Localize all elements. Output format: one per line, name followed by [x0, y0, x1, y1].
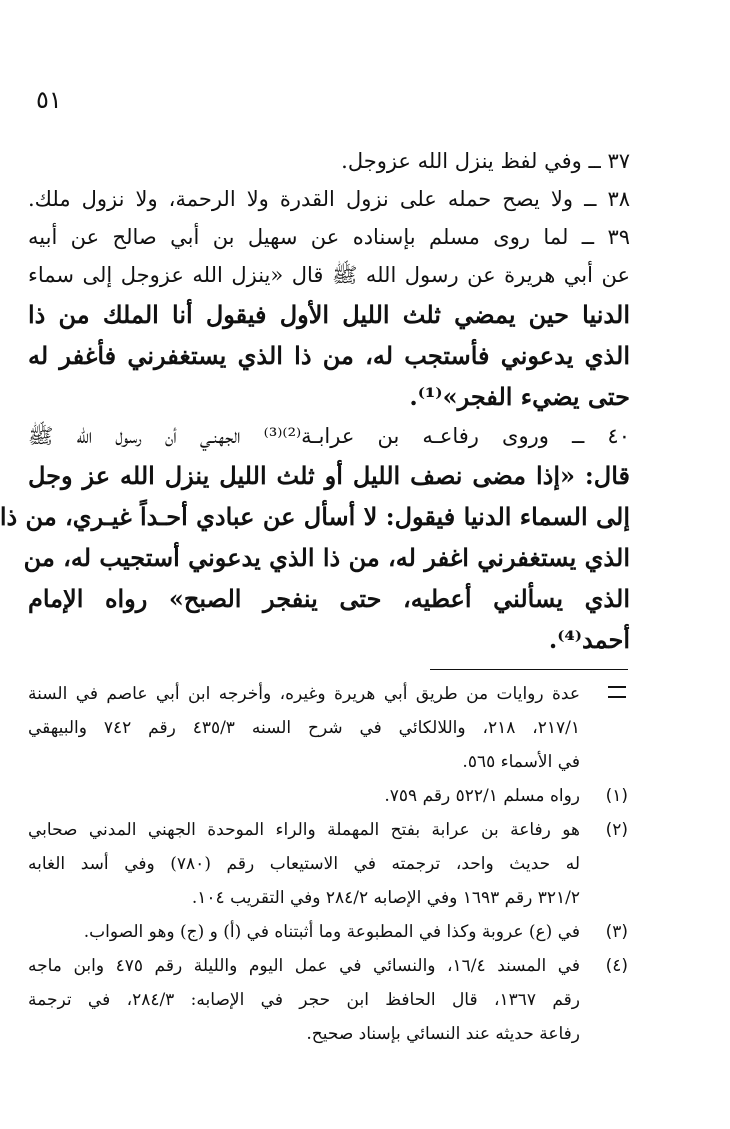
footnote — [28, 813, 628, 915]
footnote-number: (١) — [605, 786, 628, 806]
text-line: ٣٧ ــ وفي لفظ ينزل الله عزوجل. — [341, 149, 630, 173]
footnote — [28, 677, 628, 779]
footnote — [28, 949, 628, 1051]
footnote-line: ٢١٧/١، ٢١٨، واللالكائي في شرح السنه ٤٣٥/٣ رقم ٧٤٢ والبيهقي — [28, 718, 580, 738]
text-line: أحمد⁽⁴⁾. — [548, 625, 630, 654]
footnote-line: له حديث واحد، ترجمته في الاستيعاب رقم (٧٨٠) وفي أسد الغابه — [28, 854, 581, 874]
footnote-line: هو رفاعة بن عرابة بفتح المهملة والراء الموحدة الجهني المدني صحابي — [28, 820, 580, 840]
footnote-line: رفاعة حديثه عند النسائي بإسناد صحيح. — [306, 1024, 580, 1044]
text-line: الذي يستغفرني اغفر له، من ذا الذي يدعوني أستجيب له، من — [23, 543, 630, 572]
footnote-number: (٣) — [605, 922, 628, 942]
footnotes — [28, 677, 628, 1051]
footnote-line: في المسند ١٦/٤، والنسائي في عمل اليوم والليلة رقم ٤٧٥ وابن ماجه — [28, 956, 581, 976]
text-line: الذي يدعوني فأستجب له، من ذا الذي يستغفرني فأغفر له — [28, 341, 630, 370]
footnote-line: رقم ١٣٦٧، قال الحافظ ابن حجر في الإصابه: ٢٨٤/٣، في ترجمة — [28, 990, 580, 1010]
footnote-number — [580, 677, 628, 779]
footnote-line: في الأسماء ٥٦٥. — [462, 752, 580, 772]
text-line: قال: «إذا مضى نصف الليل أو ثلث الليل ينزل الله عز وجل — [28, 461, 630, 490]
footnote — [28, 779, 628, 813]
footnote-number: (٢) — [605, 820, 628, 840]
text-line: الدنيا حين يمضي ثلث الليل الأول فيقول أنا الملك من ذا — [28, 300, 630, 329]
footnote-number: (٤) — [605, 956, 628, 976]
footnote-line: عدة روايات من طريق أبي هريرة وغيره، وأخرجه ابن أبي عاصم في السنة — [28, 684, 580, 704]
footnote-line: ٣٢١/٢ رقم ١٦٩٣ وفي الإصابه ٢٨٤/٢ وفي التقريب ١٠٤. — [191, 888, 580, 908]
footnote-line: رواه مسلم ٥٢٢/١ رقم ٧٥٩. — [384, 786, 580, 806]
text-line: ٤٠ ــ وروى رفاعـه بن عرابـة⁽²⁾⁽³⁾ الجهنـي أن رسول الله ﷺ — [28, 424, 630, 448]
page-number: ٥١ — [36, 86, 62, 114]
text-line: عن أبي هريرة عن رسول الله ﷺ قال «ينزل الله عزوجل إلى سماء — [28, 263, 630, 287]
footnote-divider — [430, 669, 628, 670]
main-text — [0, 142, 630, 660]
text-line: الذي يسألني أعطيه، حتى ينفجر الصبح» رواه الإمام — [28, 584, 630, 613]
text-line: ٣٨ ــ ولا يصح حمله على نزول القدرة ولا الرحمة، ولا نزول ملك. — [28, 187, 630, 211]
footnote-line: في (ع) عروبة وكذا في المطبوعة وما أثبتناه في (أ) و (ج) وهو الصواب. — [83, 922, 580, 942]
text-line: حتى يضيء الفجر»⁽¹⁾. — [409, 382, 630, 411]
text-line: إلى السماء الدنيا فيقول: لا أسأل عن عبادي أحـداً غيـري، من ذا — [0, 502, 630, 531]
text-line: ٣٩ ــ لما روى مسلم بإسناده عن سهيل بن أبي صالح عن أبيه — [28, 225, 630, 249]
footnote — [28, 915, 628, 949]
